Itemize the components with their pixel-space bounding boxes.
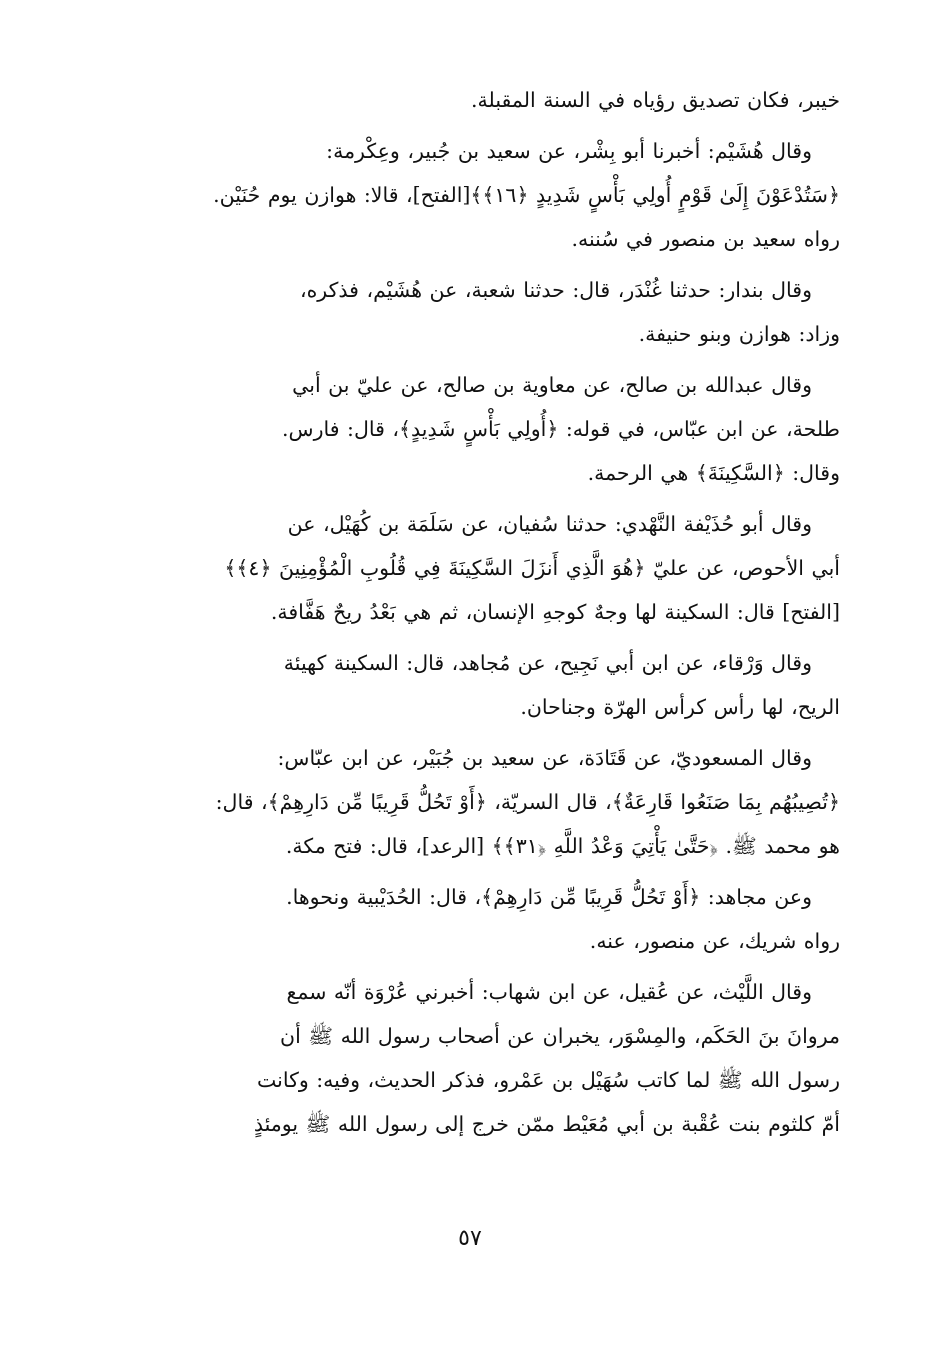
text-line: أمّ كلثوم بنت عُقْبة بن أبي مُعَيْط ممّن خرج إلى رسول الله ﷺ يومئذٍ [253, 1112, 840, 1136]
paragraph-bundar [150, 267, 840, 356]
text-line: وقال وَرْقاء، عن ابن أبي نَجِيح، عن مُجاهد، قال: السكينة كهيئة [283, 651, 812, 675]
text-line: رواه سعيد بن منصور في سُننه. [571, 227, 840, 251]
paragraph-layth [150, 969, 840, 1146]
quran-verse-line: ﴿سَتُدْعَوْنَ إِلَىٰ قَوْمٍ أُولِي بَأْسٍ شَدِيدٍ ﴿١٦﴾﴾[الفتح]، قالا: هوازن يوم حُنَيْن. [213, 183, 840, 207]
quran-verse-line: وقال: ﴿السَّكِينَةَ﴾ هي الرحمة. [587, 461, 840, 485]
text-line: وقال هُشَيْم: أخبرنا أبو بِشْر، عن سعيد بن جُبير، وعِكْرمة: [326, 139, 812, 163]
text-line: وزاد: هوازن وبنو حنيفة. [638, 322, 840, 346]
paragraph-warqa [150, 640, 840, 729]
quran-verse-line: وعن مجاهد: ﴿أَوْ تَحُلُّ قَرِيبًا مِّن دَارِهِمْ﴾، قال: الحُدَيْبية ونحوها. [286, 885, 812, 909]
text-line: خيبر، فكان تصديق رؤياه في السنة المقبلة. [471, 88, 840, 112]
text-line: مروانَ بنَ الحَكَم، والمِسْوَر، يخبران عن أصحاب رسول الله ﷺ أن [280, 1024, 840, 1048]
paragraph-masudi [150, 735, 840, 868]
text-line: رسول الله ﷺ لما كاتب سُهَيْل بن عَمْرو، فذكر الحديث، وفيه: وكانت [256, 1068, 840, 1092]
text-line: وقال بندار: حدثنا غُنْدَر، قال: حدثنا شعبة، عن هُشَيْم، فذكره، [299, 278, 812, 302]
quran-verse-line: هو محمد ﷺ. ﴿حَتَّىٰ يَأْتِيَ وَعْدُ اللَّهِ ﴿٣١﴾﴾ [الرعد]، قال: فتح مكة. [285, 834, 840, 858]
paragraph-abu-hudhayfa [150, 501, 840, 634]
paragraph-abdullah [150, 362, 840, 495]
page-body [150, 78, 840, 1146]
paragraph-hushaym [150, 128, 840, 261]
text-line: الريح، لها رأس كرأس الهرّة وجناحان. [520, 695, 840, 719]
text-line: وقال أبو حُذَيْفة النَّهْدي: حدثنا سُفيان، عن سَلَمَة بن كُهَيْل، عن [287, 512, 812, 536]
quran-verse-line: أبي الأحوص، عن عليّ ﴿هُوَ الَّذِي أَنزَلَ السَّكِينَةَ فِي قُلُوبِ الْمُؤْمِنِينَ ﴿٤﴾﴾ [224, 556, 840, 580]
paragraph-mujahid [150, 874, 840, 963]
text-line: وقال المسعوديّ، عن قَتَادَة، عن سعيد بن جُبَيْر، عن ابن عبّاس: [277, 746, 812, 770]
text-line: وقال عبدالله بن صالح، عن معاوية بن صالح، عن عليّ بن أبي [292, 373, 812, 397]
text-line: [الفتح] قال: السكينة لها وجهٌ كوجهِ الإنسان، ثم هي بَعْدُ ريحٌ هَفَّافة. [270, 600, 840, 624]
page-number: ٥٧ [458, 1226, 482, 1251]
text-line: رواه شريك، عن منصور، عنه. [589, 929, 840, 953]
text-line: وقال اللَّيْث، عن عُقيل، عن ابن شهاب: أخبرني عُرْوَة أنّه سمع [286, 980, 812, 1004]
quran-verse-line: ﴿تُصِيبُهُم بِمَا صَنَعُوا قَارِعَةٌ﴾، قال السريّة، ﴿أَوْ تَحُلُّ قَرِيبًا مِّن دَارِهِمْ﴾، قال: [215, 790, 840, 814]
quran-verse-line: طلحة، عن ابن عبّاس، في قوله: ﴿أُولِي بَأْسٍ شَدِيدٍ﴾، قال: فارس. [282, 417, 840, 441]
paragraph-khaybar [150, 78, 840, 122]
